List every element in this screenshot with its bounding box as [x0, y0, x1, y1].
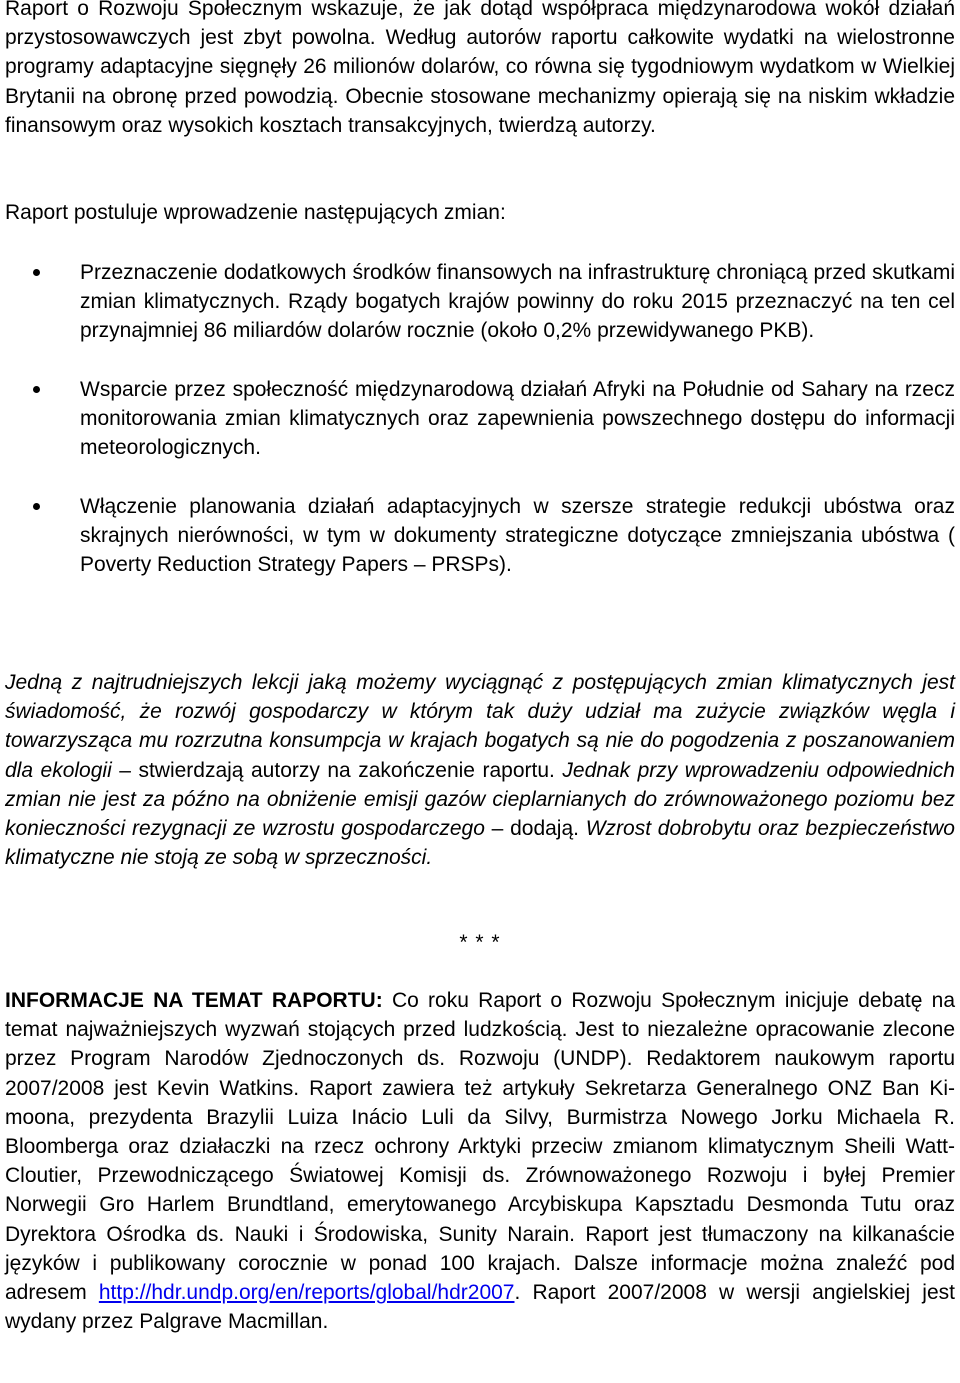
report-info-tail: . Raport 2007/2008 w wersji angielskiej jest wydany przez Palgrave Macmillan.: [5, 1281, 955, 1334]
list-item: [5, 492, 955, 580]
bullet-icon: [33, 269, 40, 276]
recommendations-list: [5, 258, 955, 579]
report-info-paragraph: [5, 986, 955, 1336]
conclusion-quote-3: Wzrost dobrobytu oraz bezpieczeństwo klimatyczne nie stoją ze sobą w sprzeczności.: [5, 817, 955, 870]
lead-text: Raport postuluje wprowadzenie następujących zmian:: [5, 201, 506, 224]
conclusion-quote-2: Jednak przy wprowadzeniu odpowiednich zmian nie jest za późno na obniżenie emisji gazów cieplarnianych do zrównoważonego poziomu bez konieczności rezygnacji ze wzrostu gospodarczego: [5, 758, 955, 841]
list-item-text: Włączenie planowania działań adaptacyjnych w szersze strategie redukcji ubóstwa oraz skrajnych nierówności, w tym w dokumenty strategiczne dotyczące zmniejszania ubóstwa ( Poverty Reduction Strategy Papers – PRSPs).: [80, 494, 955, 576]
conclusion-attribution-1: – stwierdzają autorzy na zakończenie raportu.: [111, 758, 563, 782]
conclusion-quote-1: Jedną z najtrudniejszych lekcji jaką możemy wyciągnąć z postępujących zmian klimatycznych jest świadomość, że rozwój gospodarczy w którym tak duży udział ma zużycie związków węgla i towarzysząca mu rozrzutna konsumpcja w krajach bogatych są nie do pogodzenia z poszanowaniem dla ekologii: [5, 671, 955, 782]
list-item: [5, 375, 955, 463]
lead-paragraph: [5, 198, 955, 227]
report-info-body: Co roku Raport o Rozwoju Społecznym inicjuje debatę na temat najważniejszych wyzwań stojących przed ludzkością. Jest to niezależne opracowanie zlecone przez Program Narodów Zjednoczonych ds. Rozwoju (UNDP). Redaktorem naukowym raportu 2007/2008 jest Kevin Watkins. Raport zawiera też artykuły Sekretarza Generalnego ONZ Ban Ki-moona, prezydenta Brazylii Luiza Inácio Luli da Silvy, Burmistrza Nowego Jorku Michaela R. Bloomberga oraz działaczki na rzecz ochrony Arktyki przeciw zmianom klimatycznym Sheili Watt-Cloutier, Przewodniczącego Światowej Komisji ds. Zrównoważonego Rozwoju i byłej Premier Norwegii Gro Harlem Brundtland, emerytowanego Arcybiskupa Kapsztadu Desmonda Tutu oraz Dyrektora Ośrodka ds. Nauki i Środowiska, Sunity Narain. Raport jest tłumaczony na kilkanaście języków i publikowany corocznie w ponad 100 krajach. Dalsze informacje można znaleźć pod adresem: [5, 989, 955, 1305]
list-item: [5, 258, 955, 346]
conclusion-attribution-2: – dodają.: [484, 817, 586, 841]
list-item-text: Wsparcie przez społeczność międzynarodową działań Afryki na Południe od Sahary na rzecz monitorowania zmian klimatycznych oraz zapewnienia powszechnego dostępu do informacji meteorologicznych.: [80, 377, 955, 460]
bullet-icon: [33, 386, 40, 393]
section-separator: * * *: [459, 931, 501, 954]
report-info-heading: INFORMACJE NA TEMAT RAPORTU:: [5, 989, 383, 1012]
intro-text: Raport o Rozwoju Społecznym wskazuje, że jak dotąd współpraca międzynarodowa wokół działań przystosowawczych jest zbyt powolna. Według autorów raportu całkowite wydatki na wielostronne programy adaptacyjne sięgnęły 26 milionów dolarów, co równa się tygodniowym wydatkom w Wielkiej Brytanii na obronę przed powodzią. Obecnie stosowane mechanizmy opierają się na niskim wkładzie finansowym oraz wysokich kosztach transakcyjnych, twierdzą autorzy.: [5, 0, 955, 137]
intro-paragraph: [5, 0, 955, 140]
conclusion-paragraph: [5, 668, 955, 872]
report-link[interactable]: http://hdr.undp.org/en/reports/global/hdr2007: [98, 1281, 515, 1305]
list-item-text: Przeznaczenie dodatkowych środków finansowych na infrastrukturę chroniącą przed skutkami zmian klimatycznych. Rządy bogatych krajów powinny do roku 2015 przeznaczyć na ten cel przynajmniej 86 miliardów dolarów rocznie (około 0,2% przewidywanego PKB).: [80, 261, 955, 343]
bullet-icon: [33, 503, 40, 510]
